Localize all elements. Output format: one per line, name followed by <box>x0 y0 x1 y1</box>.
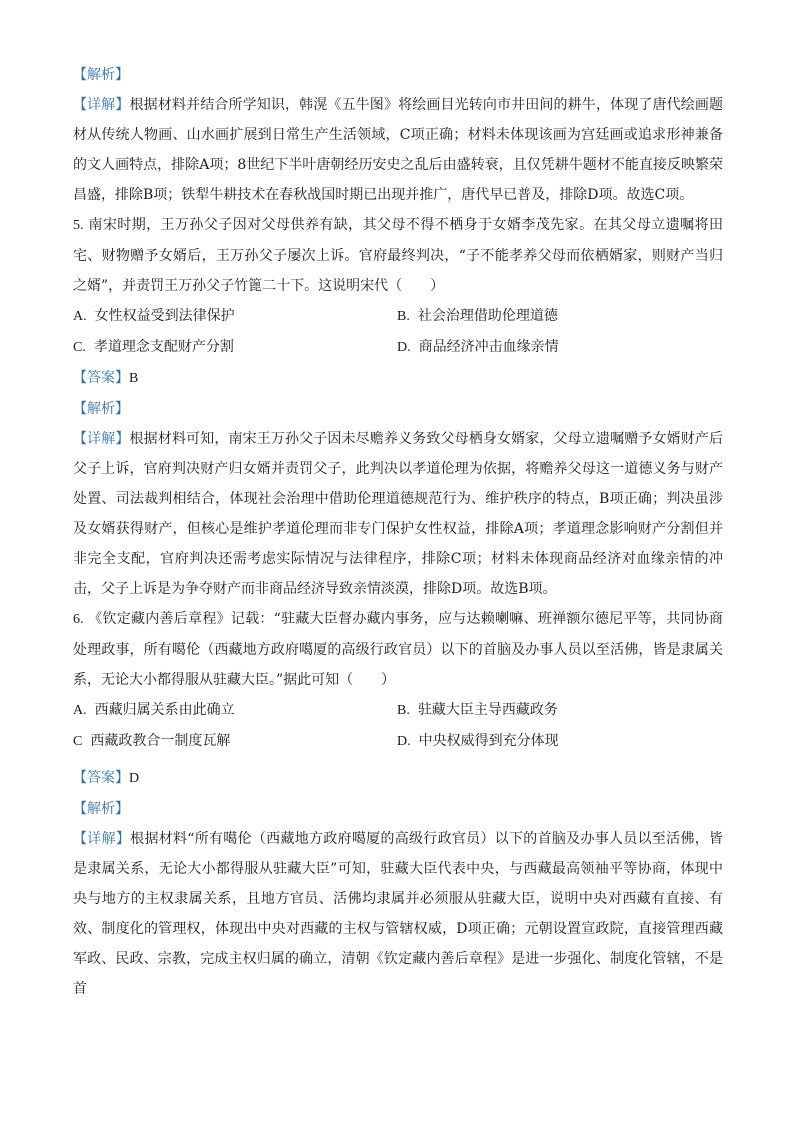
question-6-options <box>73 695 723 757</box>
option-letter: D. <box>397 734 411 749</box>
question-5-options <box>73 301 723 363</box>
question-5-detail-text: 根据材料可知，南宋王万孙父子因未尽赡养义务致父母栖身女婿家，父母立遗嘱赠予女婿财产后父子上诉，官府判决财产归女婿并责罚父子，此判决以孝道伦理为依据，将赡养父母这一道德义务与财产处置、司法裁判相结合，体现社会治理中借助伦理道德规范行为、维护秩序的特点，B项正确；判决虽涉及女婿获得财产，但核心是维护孝道伦理而非专门保护女性权益，排除A项；孝道理念影响财产分割但并非完全支配，官府判决还需考虑实际情况与法律程序，排除C项；材料未体现商品经济对血缘亲情的冲击，父子上诉是为争夺财产而非商品经济导致亲情淡漠，排除D项。故选B项。 <box>73 431 724 597</box>
q4-detail-text: 根据材料并结合所学知识，韩滉《五牛图》将绘画目光转向市井田间的耕牛，体现了唐代绘画题材从传统人物画、山水画扩展到日常生产生活领域，C项正确；材料未体现该画为宫廷画或追求形神兼备的文人画特点，排除A项；8世纪下半叶唐朝经历安史之乱后由盛转衰，且仅凭耕牛题材不能直接反映繁荣昌盛，排除B项；铁犁牛耕技术在春秋战国时期已出现并推广，唐代早已普及，排除D项。故选C项。 <box>73 97 724 203</box>
question-5-option-a[interactable] <box>73 301 397 332</box>
option-letter: B. <box>397 703 410 718</box>
question-6-answer <box>73 763 723 794</box>
question-6-number: 6. <box>73 612 84 627</box>
analysis-label <box>73 60 723 90</box>
analysis-label-text: 【解析】 <box>73 67 129 83</box>
question-6 <box>73 604 723 695</box>
option-text: 商品经济冲击血缘亲情 <box>418 339 559 355</box>
document-page <box>73 60 723 1004</box>
option-text: 驻藏大臣主导西藏政务 <box>417 702 558 718</box>
question-6-analysis-label <box>73 794 723 824</box>
question-5-option-d[interactable] <box>397 332 723 363</box>
option-text: 社会治理借助伦理道德 <box>417 308 558 324</box>
analysis-label-text: 【解析】 <box>73 801 129 817</box>
option-letter: A. <box>73 703 87 718</box>
detail-label: 【详解】 <box>73 831 131 847</box>
question-5-option-b[interactable] <box>397 301 723 332</box>
question-6-detail-text: 根据材料“所有噶伦（西藏地方政府噶厦的高级行政官员）以下的首脑及办事人员以至活佛，皆是隶属关系，无论大小都得服从驻藏大臣”可知，驻藏大臣代表中央，与西藏最高领袖平等协商，体现中央与地方的主权隶属关系，且地方官员、活佛均隶属并必须服从驻藏大臣，说明中央对西藏有直接、有效、制度化的管理权，体现出中央对西藏的主权与管辖权威，D项正确；元朝设置宣政院，直接管理西藏军政、民政、宗教，完成主权归属的确立，清朝《钦定藏内善后章程》是进一步强化、制度化管辖，不是首 <box>73 831 724 997</box>
option-letter: C. <box>73 340 86 355</box>
question-6-option-a[interactable] <box>73 695 397 726</box>
option-text: 中央权威得到充分体现 <box>418 733 559 749</box>
option-text: 女性权益受到法律保护 <box>94 308 235 324</box>
question-6-option-d[interactable] <box>397 726 723 757</box>
q4-detail <box>73 90 723 210</box>
answer-label: 【答案】 <box>73 770 129 786</box>
question-5-answer-value: B <box>129 371 139 386</box>
question-6-option-c[interactable] <box>73 726 397 757</box>
option-text: 孝道理念支配财产分割 <box>93 339 234 355</box>
question-5-option-c[interactable] <box>73 332 397 363</box>
question-5-analysis-label <box>73 394 723 424</box>
question-5-stem: 南宋时期，王万孙父子因对父母供养有缺，其父母不得不栖身于女婿李茂先家。在其父母立遗嘱将田宅、财物赠予女婿后，王万孙父子屡次上诉。官府最终判决，“子不能孝养父母而依栖婿家，则财产当归之婿”，并责罚王万孙父子竹篦二十下。这说明宋代（ ） <box>73 217 724 294</box>
option-letter: A. <box>73 309 87 324</box>
question-5-answer <box>73 363 723 394</box>
question-6-stem: 《钦定藏内善后章程》记载：“驻藏大臣督办藏内事务，应与达赖喇嘛、班禅额尔德尼平等，共同协商处理政事，所有噶伦（西藏地方政府噶厦的高级行政官员）以下的首脑及办事人员以至活佛，皆是隶属关系，无论大小都得服从驻藏大臣。”据此可知（ ） <box>73 611 723 688</box>
question-5-number: 5. <box>73 218 84 233</box>
question-6-answer-value: D <box>129 771 140 786</box>
option-text: 西藏政教合一制度瓦解 <box>90 733 231 749</box>
analysis-label-text: 【解析】 <box>73 401 129 417</box>
answer-label: 【答案】 <box>73 370 129 386</box>
question-5 <box>73 210 723 301</box>
option-text: 西藏归属关系由此确立 <box>94 702 235 718</box>
option-letter: B. <box>397 309 410 324</box>
question-6-detail <box>73 824 723 1004</box>
question-6-option-b[interactable] <box>397 695 723 726</box>
detail-label: 【详解】 <box>73 431 130 447</box>
question-5-detail <box>73 424 723 604</box>
detail-label: 【详解】 <box>73 97 130 113</box>
option-letter: C <box>73 734 83 749</box>
option-letter: D. <box>397 340 411 355</box>
